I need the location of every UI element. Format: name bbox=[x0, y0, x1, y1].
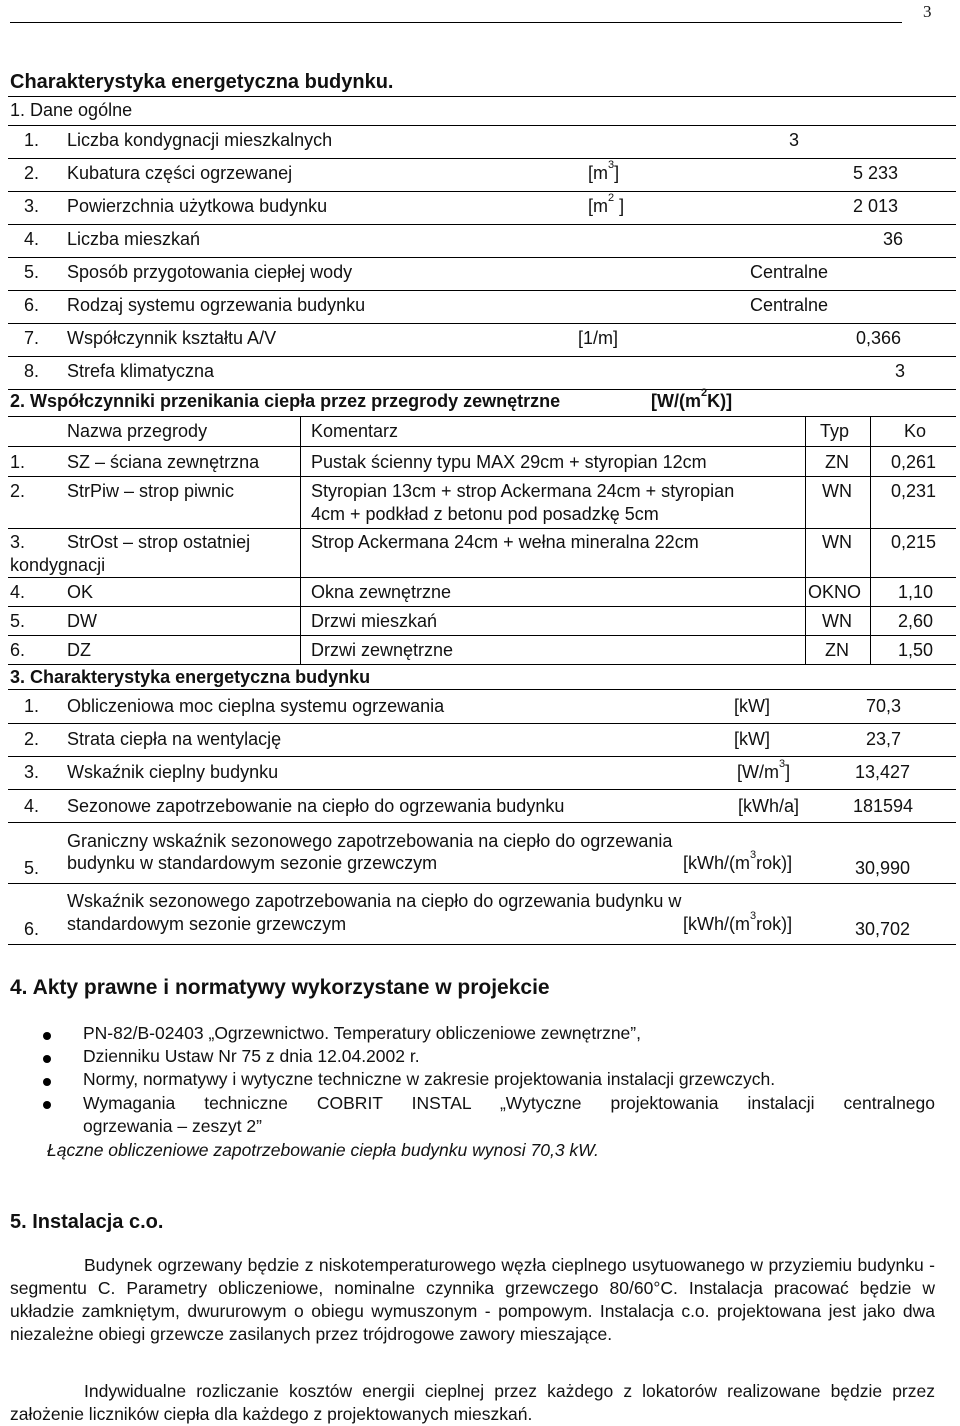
page-title: Charakterystyka energetyczna budynku. bbox=[10, 71, 394, 93]
section-1-heading: 1. Dane ogólne bbox=[10, 100, 133, 120]
section-2-heading: 2. Współczynniki przenikania ciepła przez przegrody zewnętrzne bbox=[10, 391, 561, 411]
section-4-heading: 4. Akty prawne i normatywy wykorzystane w projekcie bbox=[10, 976, 550, 999]
list-item: Wymagania techniczne COBRIT INSTAL „Wytyczne projektowania instalacji centralnego bbox=[83, 1093, 935, 1113]
unit-w-m3: $[W/m^3]$ bbox=[737, 758, 791, 782]
bullet-icon bbox=[43, 1078, 51, 1086]
section-5-heading: 5. Instalacja c.o. bbox=[10, 1211, 164, 1233]
section-2-unit: $[W/(m^2K)]$ bbox=[651, 387, 733, 411]
paragraph-installation: Budynek ogrzewany będzie z niskotemperaturowego węzła cieplnego usytuowanego w przyziemiu budynku - segmentu C. Parametry obliczeniowe, nominalne czynnika grzewczego 80/60°C. Instalacja pracować będzie w układzie zamkniętym, dwururowym o obiegu wymuszonym - pompowym. Instalacja c.o. projektowana jest jako dwa niezależne obiegi grzewcze zasilanych przez trójdrogowe zawory mieszające. bbox=[10, 1255, 935, 1344]
unit-kwh-m3-rok: $[kWh/(m^3rok)]$ bbox=[683, 910, 793, 934]
list-item: PN-82/B-02403 „Ogrzewnictwo. Temperatury obliczeniowe zewnętrzne”, bbox=[83, 1023, 641, 1043]
unit-kwh-m3-rok: $[kWh/(m^3rok)]$ bbox=[683, 849, 793, 873]
list-item: Normy, normatywy i wytyczne techniczne w zakresie projektowania instalacji grzewczych. bbox=[83, 1069, 776, 1089]
bullet-icon bbox=[43, 1032, 51, 1040]
bullet-icon bbox=[43, 1101, 51, 1109]
header-rule bbox=[10, 22, 902, 23]
paragraph-billing: Indywidualne rozliczanie kosztów energii cieplnej przez każdego z lokatorów realizowane będzie przez założenie liczników ciepła dla każdego z projektowanych mieszkań. bbox=[10, 1381, 935, 1424]
section-3-heading: 3. Charakterystyka energetyczna budynku bbox=[10, 667, 371, 687]
bullet-icon bbox=[43, 1055, 51, 1063]
unit-m3: $[m^3]$ bbox=[588, 159, 620, 183]
total-heat-demand: Łączne obliczeniowe zapotrzebowanie ciepła budynku wynosi 70,3 kW. bbox=[47, 1140, 599, 1160]
page-number: 3 bbox=[923, 2, 932, 21]
list-item: Dzienniku Ustaw Nr 75 z dnia 12.04.2002 r. bbox=[83, 1046, 420, 1066]
unit-m2: [$m^2$ ] bbox=[588, 192, 625, 216]
